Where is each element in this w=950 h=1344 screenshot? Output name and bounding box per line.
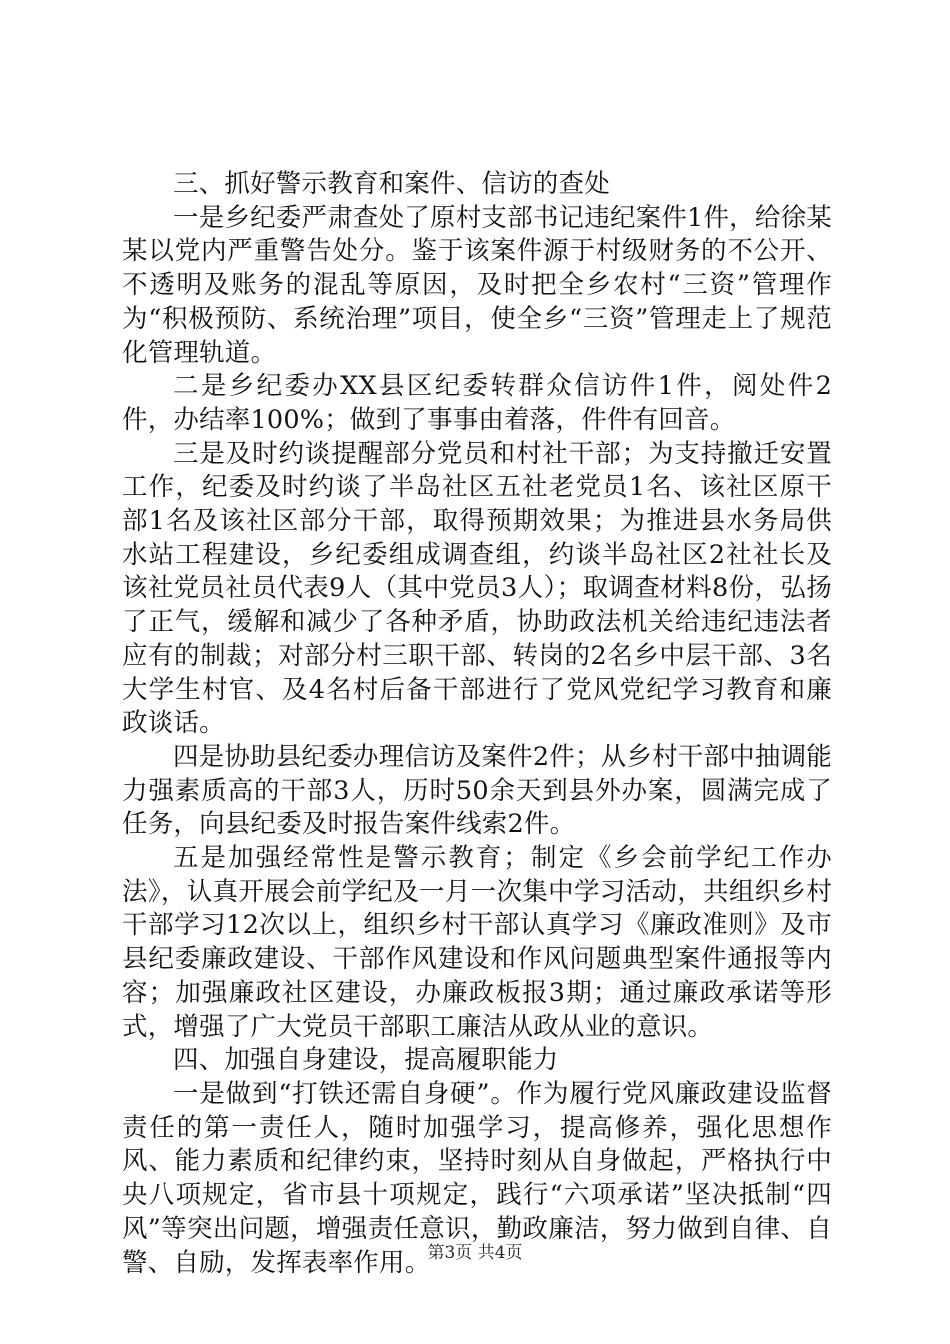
paragraph-item-6: 一是做到“打铁还需自身硬”。作为履行党风廉政建设监督责任的第一责任人，随时加强学习，提高修养，强化思想作风、能力素质和纪律约束，坚持时刻从自身做起，严格执行中央八项规定，省市县十项规定，践行“六项承诺”坚决抵制“四风”等突出问题，增强责任意识，勤政廉洁，努力做到自律、自警、自励，发挥表率作用。	[122, 1078, 832, 1278]
paragraph-item-2: 二是乡纪委办XX县区纪委转群众信访件1件，阅处件2件，办结率100%；做到了事事由着落，件件有回音。	[122, 371, 832, 435]
section-heading-4: 四、加强自身建设，提高履职能力	[173, 1045, 559, 1076]
page-footer	[0, 1242, 950, 1264]
document-body	[122, 168, 832, 1280]
paragraph-item-4: 四是协助县纪委办理信访及案件2件；从乡村干部中抽调能力强素质高的干部3人，历时50余天到县外办案，圆满完成了任务，向县纪委及时报告案件线索2件。	[122, 741, 832, 840]
page-number: 第3页 共4页	[427, 1243, 523, 1263]
paragraph-item-3: 三是及时约谈提醒部分党员和村社干部；为支持撤迁安置工作，纪委及时约谈了半岛社区五社老党员1名、该社区原干部1名及该社区部分干部，取得预期效果；为推进县水务局供水站工程建设，乡纪委组成调查组，约谈半岛社区2社社长及该社党员社员代表9人（其中党员3人）；取调查材料8份，弘扬了正气，缓解和减少了各种矛盾，协助政法机关给违纪违法者应有的制裁；对部分村三职干部、转岗的2名乡中层干部、3名大学生村官、及4名村后备干部进行了党风党纪学习教育和廉政谈话。	[122, 438, 832, 739]
section-heading-3: 三、抓好警示教育和案件、信访的查处	[173, 169, 610, 199]
paragraph-item-5: 五是加强经常性是警示教育；制定《乡会前学纪工作办法》，认真开展会前学纪及一月一次集中学习活动，共组织乡村干部学习12次以上，组织乡村干部认真学习《廉政准则》及市县纪委廉政建设、干部作风建设和作风问题典型案件通报等内容；加强廉政社区建设，办廉政板报3期；通过廉政承诺等形式，增强了广大党员干部职工廉洁从政从业的意识。	[122, 843, 832, 1042]
paragraph-item-1: 一是乡纪委严肃查处了原村支部书记违纪案件1件，给徐某某以党内严重警告处分。鉴于该案件源于村级财务的不公开、不透明及账务的混乱等原因，及时把全乡农村“三资”管理作为“积极预防、系统治理”项目，使全乡“三资”管理走上了规范化管理轨道。	[122, 202, 832, 368]
